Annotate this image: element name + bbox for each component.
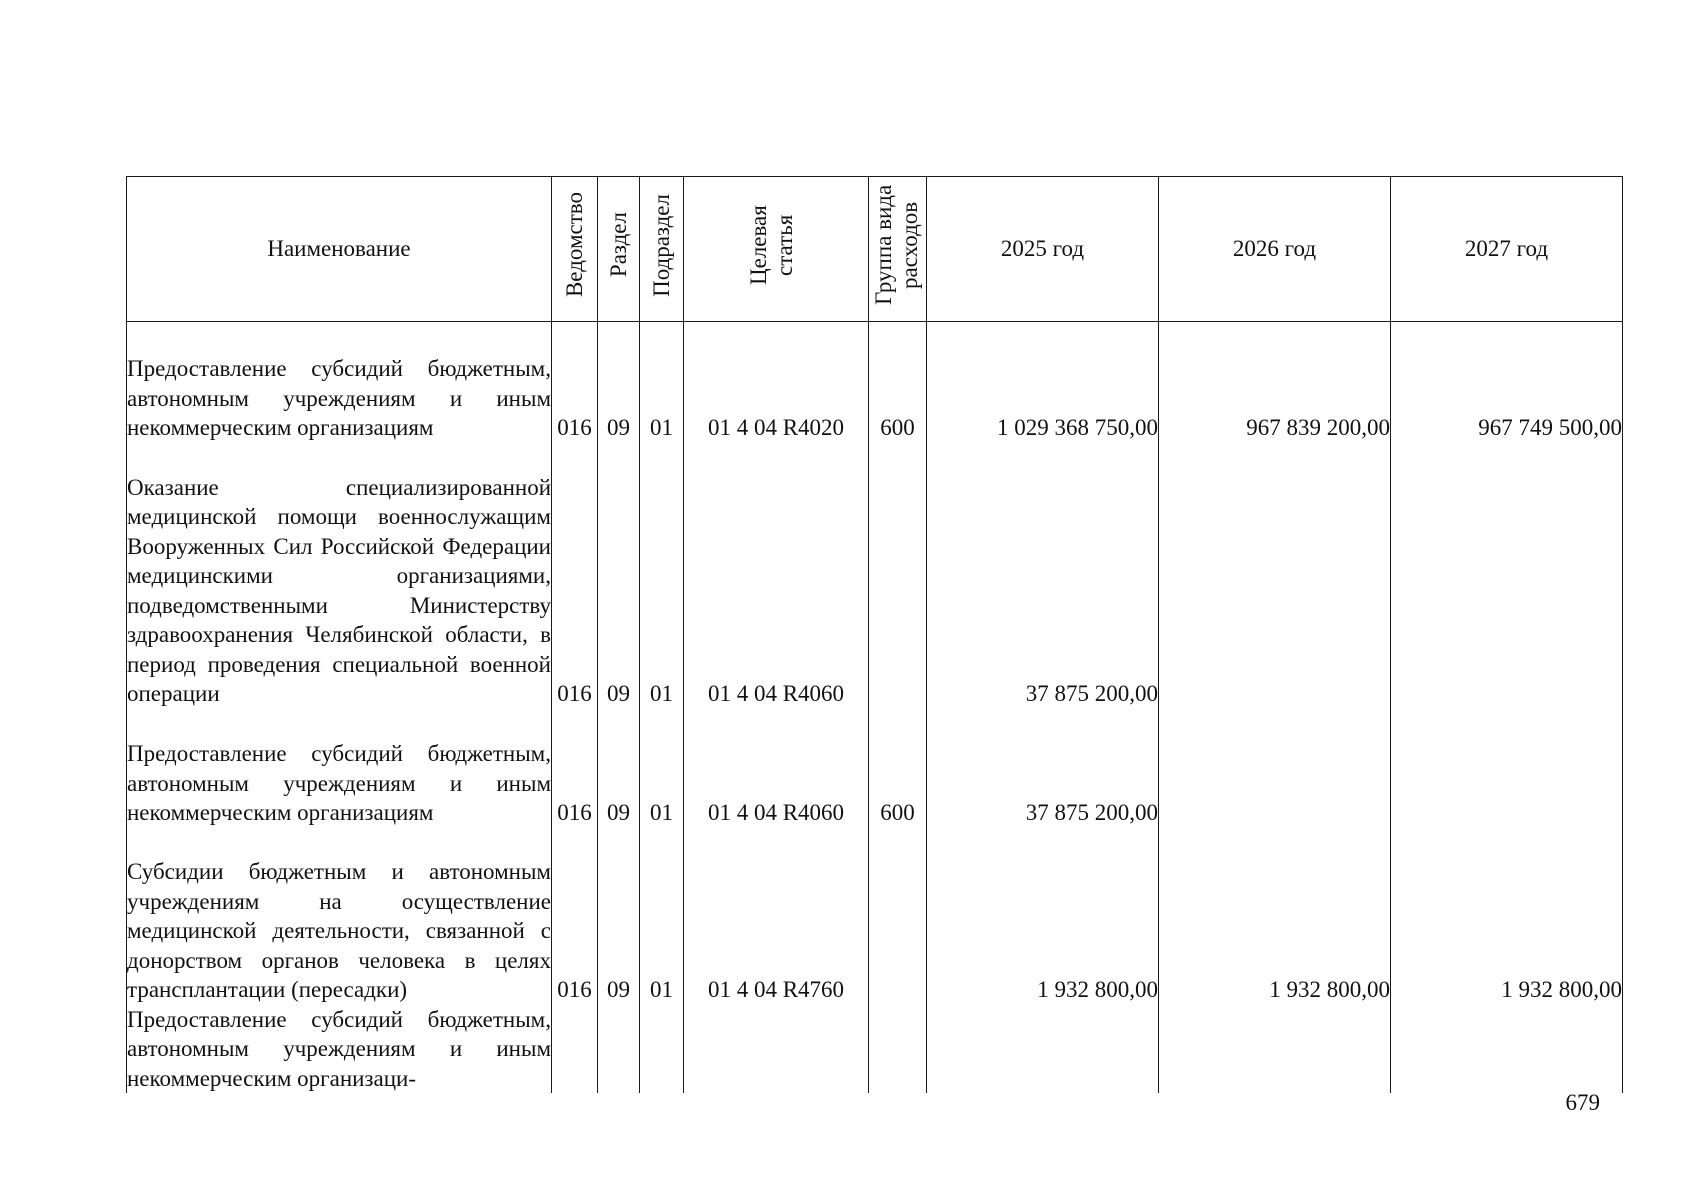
table-row (127, 709, 1623, 828)
row-razdel: 09 (598, 828, 640, 1005)
row-2027: 967 749 500,00 (1391, 321, 1623, 443)
budget-table (126, 176, 1623, 1093)
row-vedomstvo: 016 (552, 321, 598, 443)
row-razdel: 09 (598, 321, 640, 443)
row-vedomstvo: 016 (552, 828, 598, 1005)
row-2025: 37 875 200,00 (927, 709, 1159, 828)
row-target: 01 4 04 R4020 (684, 321, 869, 443)
header-vedomstvo: Ведомство (552, 177, 598, 322)
row-2027 (1391, 443, 1623, 709)
page-number: 679 (1565, 1090, 1600, 1115)
header-group: Группа вида расходов (869, 177, 927, 322)
row-name: Предоставление субсидий бюджетным, автономным учреждениям и иным некоммерческим организациям (127, 321, 552, 443)
row-group (869, 1005, 927, 1094)
header-podrazdel: Подраздел (640, 177, 684, 322)
row-name: Предоставление субсидий бюджетным, автономным учреждениям и иным некоммерческим организациям (127, 709, 552, 828)
row-2027: 1 932 800,00 (1391, 828, 1623, 1005)
row-group (869, 443, 927, 709)
row-group: 600 (869, 321, 927, 443)
table-row (127, 1005, 1623, 1094)
row-podrazdel: 01 (640, 709, 684, 828)
row-2025: 37 875 200,00 (927, 443, 1159, 709)
row-2026 (1159, 709, 1391, 828)
row-target: 01 4 04 R4060 (684, 709, 869, 828)
row-name: Предоставление субсидий бюджетным, автономным учреждениям и иным некоммерческим организаци- (127, 1005, 552, 1094)
row-name: Оказание специализированной медицинской помощи военнослужащим Вооруженных Сил Российской Федерации медицинскими организациями, подведомственными Министерству здравоохранения Челябинской области, в период проведения специальной военной операции (127, 443, 552, 709)
row-vedomstvo: 016 (552, 443, 598, 709)
table-header-row (127, 177, 1623, 322)
row-podrazdel: 01 (640, 321, 684, 443)
row-2025: 1 029 368 750,00 (927, 321, 1159, 443)
row-name: Субсидии бюджетным и автономным учреждениям на осуществление медицинской деятельности, связанной с донорством органов человека в целях трансплантации (пересадки) (127, 828, 552, 1005)
row-razdel: 09 (598, 709, 640, 828)
row-vedomstvo: 016 (552, 709, 598, 828)
header-2026: 2026 год (1159, 177, 1391, 322)
row-target (684, 1005, 869, 1094)
row-group (869, 828, 927, 1005)
row-podrazdel: 01 (640, 828, 684, 1005)
row-2027 (1391, 1005, 1623, 1094)
table-row (127, 443, 1623, 709)
row-2027 (1391, 709, 1623, 828)
header-2027: 2027 год (1391, 177, 1623, 322)
row-2025: 1 932 800,00 (927, 828, 1159, 1005)
header-razdel: Раздел (598, 177, 640, 322)
row-2026 (1159, 1005, 1391, 1094)
row-razdel: 09 (598, 443, 640, 709)
header-name: Наименование (127, 177, 552, 322)
row-target: 01 4 04 R4760 (684, 828, 869, 1005)
row-2025 (927, 1005, 1159, 1094)
table-row (127, 828, 1623, 1005)
row-razdel (598, 1005, 640, 1094)
row-group: 600 (869, 709, 927, 828)
row-2026: 967 839 200,00 (1159, 321, 1391, 443)
row-podrazdel: 01 (640, 443, 684, 709)
header-target: Целевая статья (684, 177, 869, 322)
row-vedomstvo (552, 1005, 598, 1094)
row-target: 01 4 04 R4060 (684, 443, 869, 709)
row-podrazdel (640, 1005, 684, 1094)
table-row (127, 321, 1623, 443)
row-2026: 1 932 800,00 (1159, 828, 1391, 1005)
row-2026 (1159, 443, 1391, 709)
header-2025: 2025 год (927, 177, 1159, 322)
